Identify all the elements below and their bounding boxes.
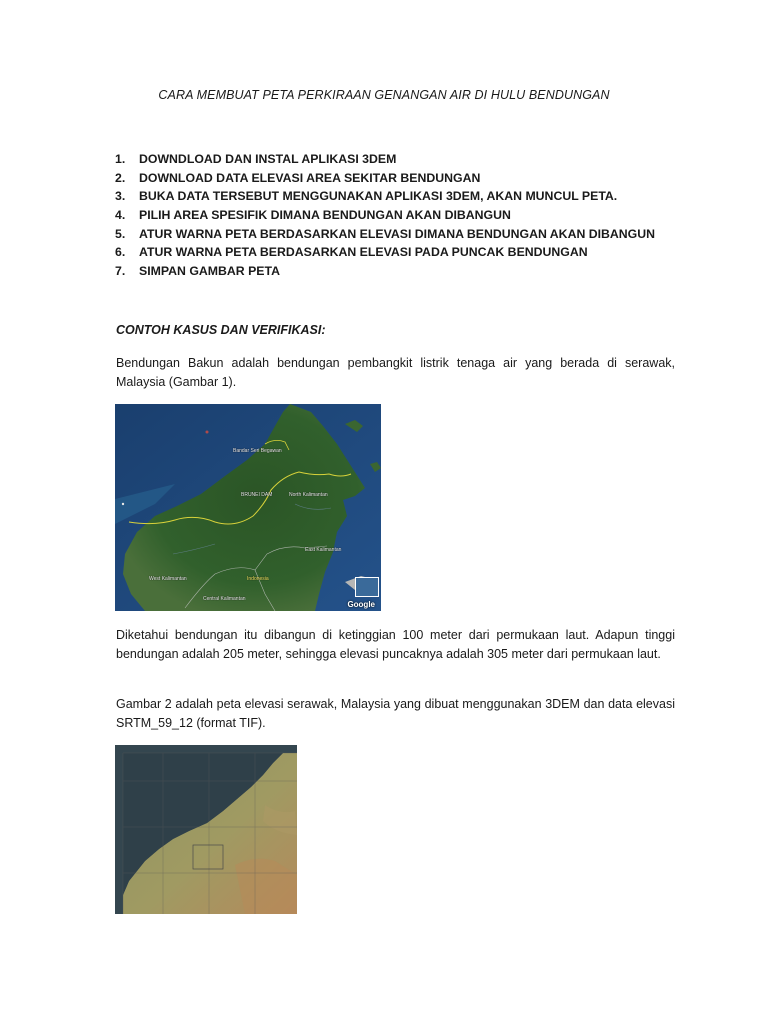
document-title: CARA MEMBUAT PETA PERKIRAAN GENANGAN AIR DI HULU BENDUNGAN: [158, 88, 610, 102]
step-text: SIMPAN GAMBAR PETA: [139, 264, 280, 279]
step-text: ATUR WARNA PETA BERDASARKAN ELEVASI PADA PUNCAK BENDUNGAN: [139, 245, 588, 260]
step-item: 4. PILIH AREA SPESIFIK DIMANA BENDUNGAN AKAN DIBANGUN: [115, 206, 655, 225]
map-label-brunei-dam: BRUNEI DAM: [241, 492, 273, 498]
map-label-west-kalimantan: West Kalimantan: [149, 576, 187, 582]
map-label-north-kalimantan: North Kalimantan: [289, 492, 328, 498]
paragraph-dam-height: Diketahui bendungan itu dibangun di ketinggian 100 meter dari permukaan laut. Adapun tinggi bendungan adalah 205 meter, sehingga elevasi puncaknya adalah 305 meter dari permukaan laut.: [116, 628, 675, 661]
step-text: ATUR WARNA PETA BERDASARKAN ELEVASI DIMANA BENDUNGAN AKAN DIBANGUN: [139, 226, 656, 241]
map-label-indonesia: Indonesia: [247, 576, 269, 582]
step-text: PILIH AREA SPESIFIK DIMANA BENDUNGAN AKAN DIBANGUN: [139, 208, 511, 223]
google-watermark: Google: [347, 600, 375, 609]
step-text: DOWNDLOAD DAN INSTAL APLIKASI 3DEM: [139, 152, 397, 166]
figure-borneo-satellite-map: [115, 404, 381, 611]
step-item: 7. SIMPAN GAMBAR PETA: [115, 262, 655, 281]
step-text: DOWNLOAD DATA ELEVASI AREA SEKITAR BENDUNGAN: [139, 170, 481, 185]
figure-elevation-map: [115, 745, 297, 914]
map-label-east-kalimantan: East Kalimantan: [305, 547, 342, 553]
map-inset-thumbnail: [355, 577, 379, 597]
step-item: 6. ATUR WARNA PETA BERDASARKAN ELEVASI PADA PUNCAK BENDUNGAN: [115, 243, 655, 262]
paragraph-intro: Bendungan Bakun adalah bendungan pembangkit listrik tenaga air yang berada di serawak, Malaysia (Gambar 1).: [116, 356, 675, 389]
elevation-map-graphic: [115, 745, 297, 914]
step-item: 3. BUKA DATA TERSEBUT MENGGUNAKAN APLIKASI 3DEM, AKAN MUNCUL PETA.: [115, 187, 655, 206]
step-item: 5. ATUR WARNA PETA BERDASARKAN ELEVASI DIMANA BENDUNGAN AKAN DIBANGUN: [115, 225, 655, 244]
section-heading: CONTOH KASUS DAN VERIFIKASI:: [116, 323, 326, 337]
steps-list: [115, 150, 655, 281]
step-item: 1. DOWNDLOAD DAN INSTAL APLIKASI 3DEM: [115, 150, 655, 169]
map-label-city: Bandar Seri Begawan: [233, 448, 282, 454]
step-text: BUKA DATA TERSEBUT MENGGUNAKAN APLIKASI 3DEM, AKAN MUNCUL PETA.: [139, 189, 618, 204]
map-label-central-kalimantan: Central Kalimantan: [203, 596, 246, 602]
paragraph-elevation-map: Gambar 2 adalah peta elevasi serawak, Malaysia yang dibuat menggunakan 3DEM dan data elevasi SRTM_59_12 (format TIF).: [116, 697, 675, 730]
step-item: 2. DOWNLOAD DATA ELEVASI AREA SEKITAR BENDUNGAN: [115, 169, 655, 188]
